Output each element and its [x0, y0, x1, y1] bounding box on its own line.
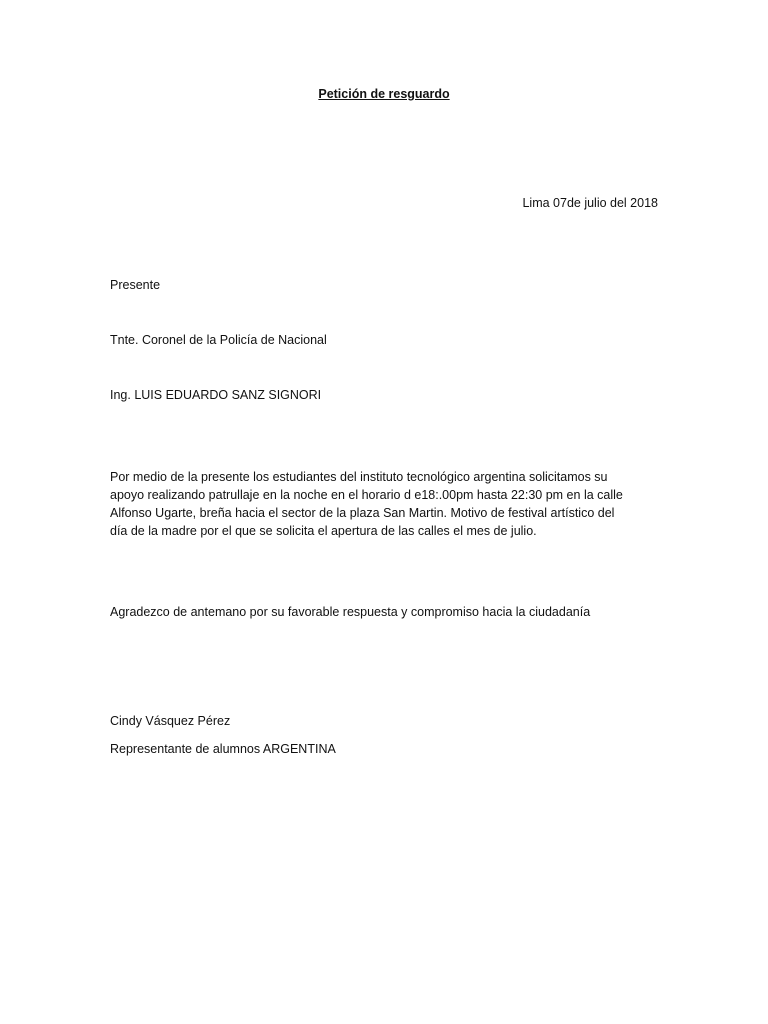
document-title: Petición de resguardo [318, 87, 450, 101]
body-line: Por medio de la presente los estudiantes del instituto tecnológico argentina solicitamos su [110, 470, 608, 484]
body-line: apoyo realizando patrullaje en la noche en el horario d e18:.00pm hasta 22:30 pm en la calle [110, 488, 623, 502]
signer-title: Representante de alumnos ARGENTINA [110, 742, 336, 756]
date-line: Lima 07de julio del 2018 [522, 196, 658, 210]
body-paragraph [110, 468, 658, 540]
body-line: Alfonso Ugarte, breña hacia el sector de la plaza San Martin. Motivo de festival artístico del [110, 506, 615, 520]
signer-name: Cindy Vásquez Pérez [110, 714, 231, 728]
closing-line: Agradezco de antemano por su favorable respuesta y compromiso hacia la ciudadanía [110, 605, 591, 619]
recipient-rank: Tnte. Coronel de la Policía de Nacional [110, 333, 327, 347]
body-line: día de la madre por el que se solicita el apertura de las calles el mes de julio. [110, 524, 537, 538]
salutation: Presente [110, 278, 161, 292]
recipient-name: Ing. LUIS EDUARDO SANZ SIGNORI [110, 388, 322, 402]
